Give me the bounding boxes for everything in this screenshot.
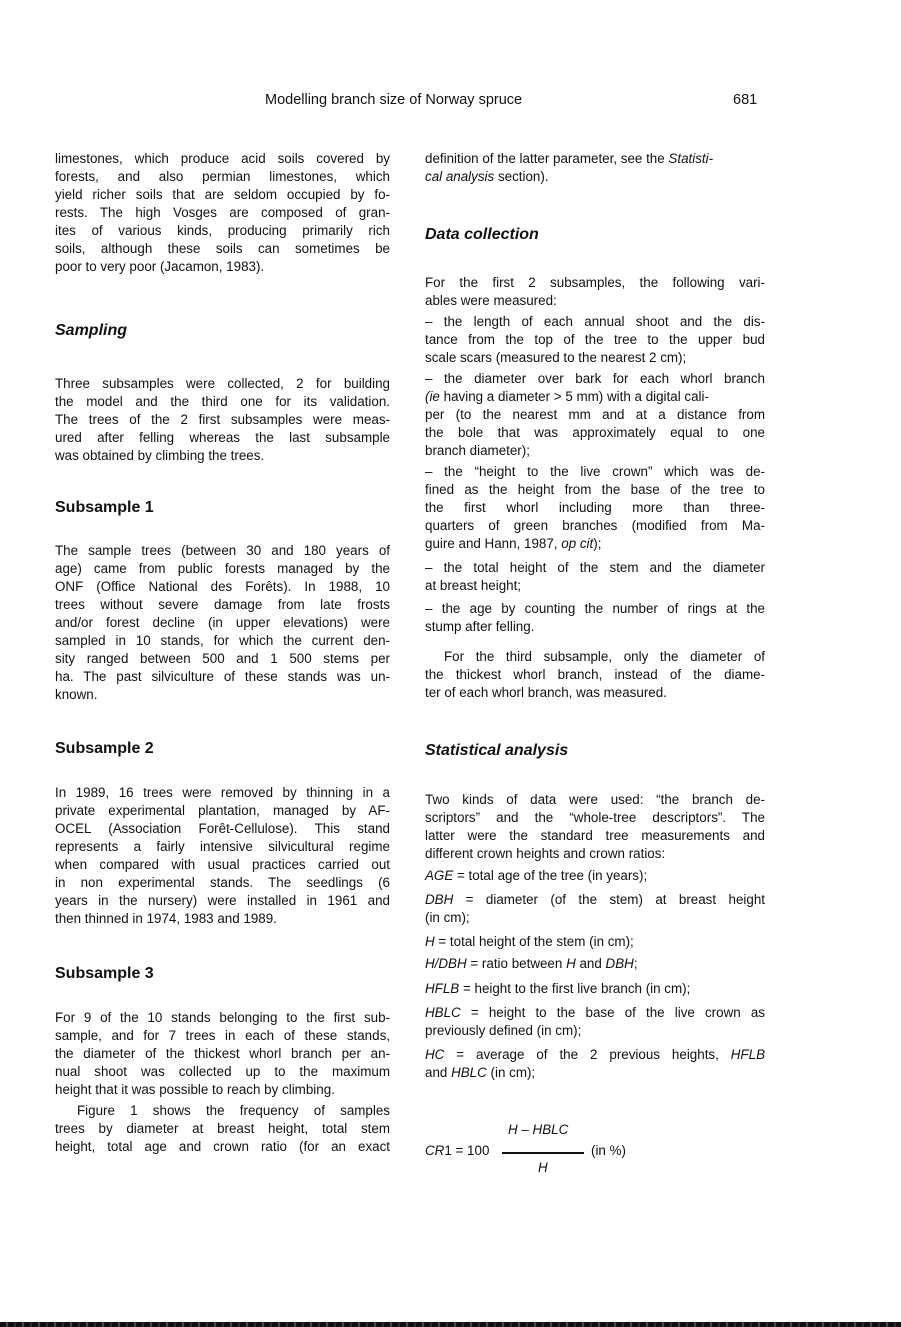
formula-text: H – HBLC (508, 1122, 569, 1137)
formula-lhs (425, 1143, 489, 1158)
text-line: fined as the height from the base of the tree to (425, 482, 765, 497)
text-line: sample, and for 7 trees in each of these stands, (55, 1028, 390, 1043)
text-line (425, 535, 765, 553)
text-line: For the first 2 subsamples, the following vari- (425, 275, 765, 290)
text-line: – the total height of the stem and the diameter (425, 560, 765, 575)
text-line: per (to the nearest mm and at a distance from (425, 407, 765, 422)
text-line: ONF (Office National des Forêts). In 1988, 10 (55, 579, 390, 594)
text-line: sampled in 10 stands, for which the current den- (55, 633, 390, 648)
text-line: years in the nursery) were installed in 1961 and (55, 893, 390, 908)
text-line: Figure 1 shows the frequency of samples (77, 1103, 390, 1118)
section-heading-sampling: Sampling (55, 322, 128, 339)
variable-term: H (425, 934, 435, 949)
text-span: definition of the latter parameter, see the (425, 151, 669, 166)
text-line: ables were measured: (425, 293, 557, 308)
text-line: was obtained by climbing the trees. (55, 448, 265, 463)
text-span: ); (593, 536, 602, 551)
text-line: and/or forest decline (in upper elevations) were (55, 615, 390, 630)
abbreviation: (ie (425, 389, 440, 404)
definition-text: = ratio between (466, 956, 567, 971)
definition-h-dbh (425, 955, 765, 973)
text-line: The trees of the 2 first subsamples were meas- (55, 412, 390, 427)
scan-edge-artifact (0, 1322, 901, 1327)
text-line: OCEL (Association Forêt-Cellulose). This stand (55, 821, 390, 836)
section-heading-data-collection: Data collection (425, 226, 539, 243)
definition-h (425, 933, 765, 951)
text-line: ured after felling whereas the last subsample (55, 430, 390, 445)
variable-term: CR (425, 1143, 445, 1158)
cross-reference: cal analysis (425, 169, 495, 184)
text-line: the bole that was approximately equal to one (425, 425, 765, 440)
definition-text: and (575, 956, 606, 971)
definition-hblc (425, 1004, 765, 1022)
text-line: Two kinds of data were used: “the branch de- (425, 792, 765, 807)
text-line: nual shoot was collected up to the maximum (55, 1064, 390, 1079)
text-line: In 1989, 16 trees were removed by thinning in a (55, 785, 390, 800)
text-line (425, 388, 765, 406)
text-line: – the length of each annual shoot and the dis- (425, 314, 765, 329)
formula-unit: (in %) (591, 1143, 626, 1158)
fraction-bar (502, 1152, 584, 1154)
text-line: Three subsamples were collected, 2 for building (55, 376, 390, 391)
text-line: the first whorl including more than three- (425, 500, 765, 515)
text-span: having a diameter > 5 mm) with a digital cali- (443, 389, 709, 404)
text-line: trees by diameter at breast height, total stem (55, 1121, 390, 1136)
text-line: known. (55, 687, 98, 702)
definition-text: = total height of the stem (in cm); (434, 934, 634, 949)
formula-text: H (538, 1160, 548, 1175)
citation-abbrev: op cit (561, 536, 594, 551)
text-line: represents a fairly intensive silvicultural regime (55, 839, 390, 854)
text-line: ter of each whorl branch, was measured. (425, 685, 667, 700)
text-line: the thickest whorl branch, instead of the diame- (425, 667, 765, 682)
variable-term: H (566, 956, 576, 971)
variable-term: DBH (425, 892, 454, 907)
variable-term: HFLB (425, 981, 460, 996)
variable-term: HBLC (425, 1005, 461, 1020)
text-line: at breast height; (425, 578, 522, 593)
text-line: private experimental plantation, managed by AF- (55, 803, 390, 818)
text-line: branch diameter); (425, 443, 530, 458)
text-line: poor to very poor (Jacamon, 1983). (55, 259, 265, 274)
text-line: tance from the top of the tree to the upper bud (425, 332, 765, 347)
formula-text: 1 = 100 (444, 1143, 490, 1158)
variable-term: HBLC (451, 1065, 487, 1080)
definition-text: = height to the first live branch (in cm); (459, 981, 691, 996)
running-title: Modelling branch size of Norway spruce (265, 92, 523, 108)
text-line: ha. The past silviculture of these stands was un- (55, 669, 390, 684)
formula-denominator (538, 1160, 548, 1175)
text-line: height, total age and crown ratio (for an exact (55, 1139, 390, 1154)
definition-dbh-cont: (in cm); (425, 910, 470, 925)
formula-numerator (508, 1122, 568, 1137)
variable-term: HFLB (730, 1047, 765, 1062)
text-line: the model and the third one for its validation. (55, 394, 390, 409)
text-line: – the diameter over bark for each whorl branch (425, 371, 765, 386)
definition-text: = total age of the tree (in years); (453, 868, 648, 883)
text-line: stump after felling. (425, 619, 535, 634)
text-line: limestones, which produce acid soils covered by (55, 151, 390, 166)
section-heading-subsample-3: Subsample 3 (55, 965, 154, 982)
definition-hblc-cont: previously defined (in cm); (425, 1023, 582, 1038)
text-span: guire and Hann, 1987, (425, 536, 562, 551)
text-line: rests. The high Vosges are composed of gran- (55, 205, 390, 220)
definition-text: = average of the 2 previous heights, (444, 1047, 731, 1062)
definition-hc (425, 1046, 765, 1064)
text-span: section). (494, 169, 549, 184)
text-line: forests, and also permian limestones, which (55, 169, 390, 184)
text-line: in non experimental stands. The seedlings (6 (55, 875, 390, 890)
definition-age (425, 867, 765, 885)
text-line: scale scars (measured to the nearest 2 cm); (425, 350, 687, 365)
text-line: trees without severe damage from late frosts (55, 597, 390, 612)
text-line: sity ranged between 500 and 1 500 stems per (55, 651, 390, 666)
variable-term: H/DBH (425, 956, 467, 971)
section-heading-statistical-analysis: Statistical analysis (425, 742, 569, 759)
definition-dbh (425, 891, 765, 909)
text-line: when compared with usual practices carried out (55, 857, 390, 872)
text-line: yield richer soils that are seldom occupied by fo- (55, 187, 390, 202)
text-line: scriptors” and the “whole-tree descriptors”. The (425, 810, 765, 825)
text-line: The sample trees (between 30 and 180 years of (55, 543, 390, 558)
text-line: – the “height to the live crown” which was de- (425, 464, 765, 479)
text-line (425, 150, 765, 168)
text-line: quarters of green branches (modified from Ma- (425, 518, 765, 533)
text-line: the diameter of the thickest whorl branch per an- (55, 1046, 390, 1061)
text-line: For 9 of the 10 stands belonging to the first sub- (55, 1010, 390, 1025)
definition-text: = diameter (of the stem) at breast height (453, 892, 765, 907)
text-line: height that it was possible to reach by climbing. (55, 1082, 335, 1097)
definition-hflb (425, 980, 765, 998)
text-line: For the third subsample, only the diameter of (444, 649, 765, 664)
text-line: then thinned in 1974, 1983 and 1989. (55, 911, 277, 926)
variable-term: HC (425, 1047, 445, 1062)
definition-text: = height to the base of the live crown as (460, 1005, 765, 1020)
page-number: 681 (733, 92, 758, 108)
section-heading-subsample-2: Subsample 2 (55, 740, 154, 757)
text-line: ites of various kinds, producing primarily rich (55, 223, 390, 238)
cross-reference: Statisti- (668, 151, 714, 166)
text-line: soils, although these soils can sometimes be (55, 241, 390, 256)
variable-term: AGE (425, 868, 454, 883)
definition-text: and (425, 1065, 452, 1080)
definition-text: ; (633, 956, 638, 971)
variable-term: DBH (605, 956, 634, 971)
section-heading-subsample-1: Subsample 1 (55, 499, 154, 516)
definition-hc-cont (425, 1064, 765, 1082)
text-line: – the age by counting the number of rings at the (425, 601, 765, 616)
text-line: different crown heights and crown ratios: (425, 846, 666, 861)
formula-cr1 (425, 1122, 765, 1182)
text-line (425, 168, 765, 186)
definition-text: (in cm); (486, 1065, 536, 1080)
text-line: age) came from public forests managed by the (55, 561, 390, 576)
text-line: latter were the standard tree measurements and (425, 828, 765, 843)
